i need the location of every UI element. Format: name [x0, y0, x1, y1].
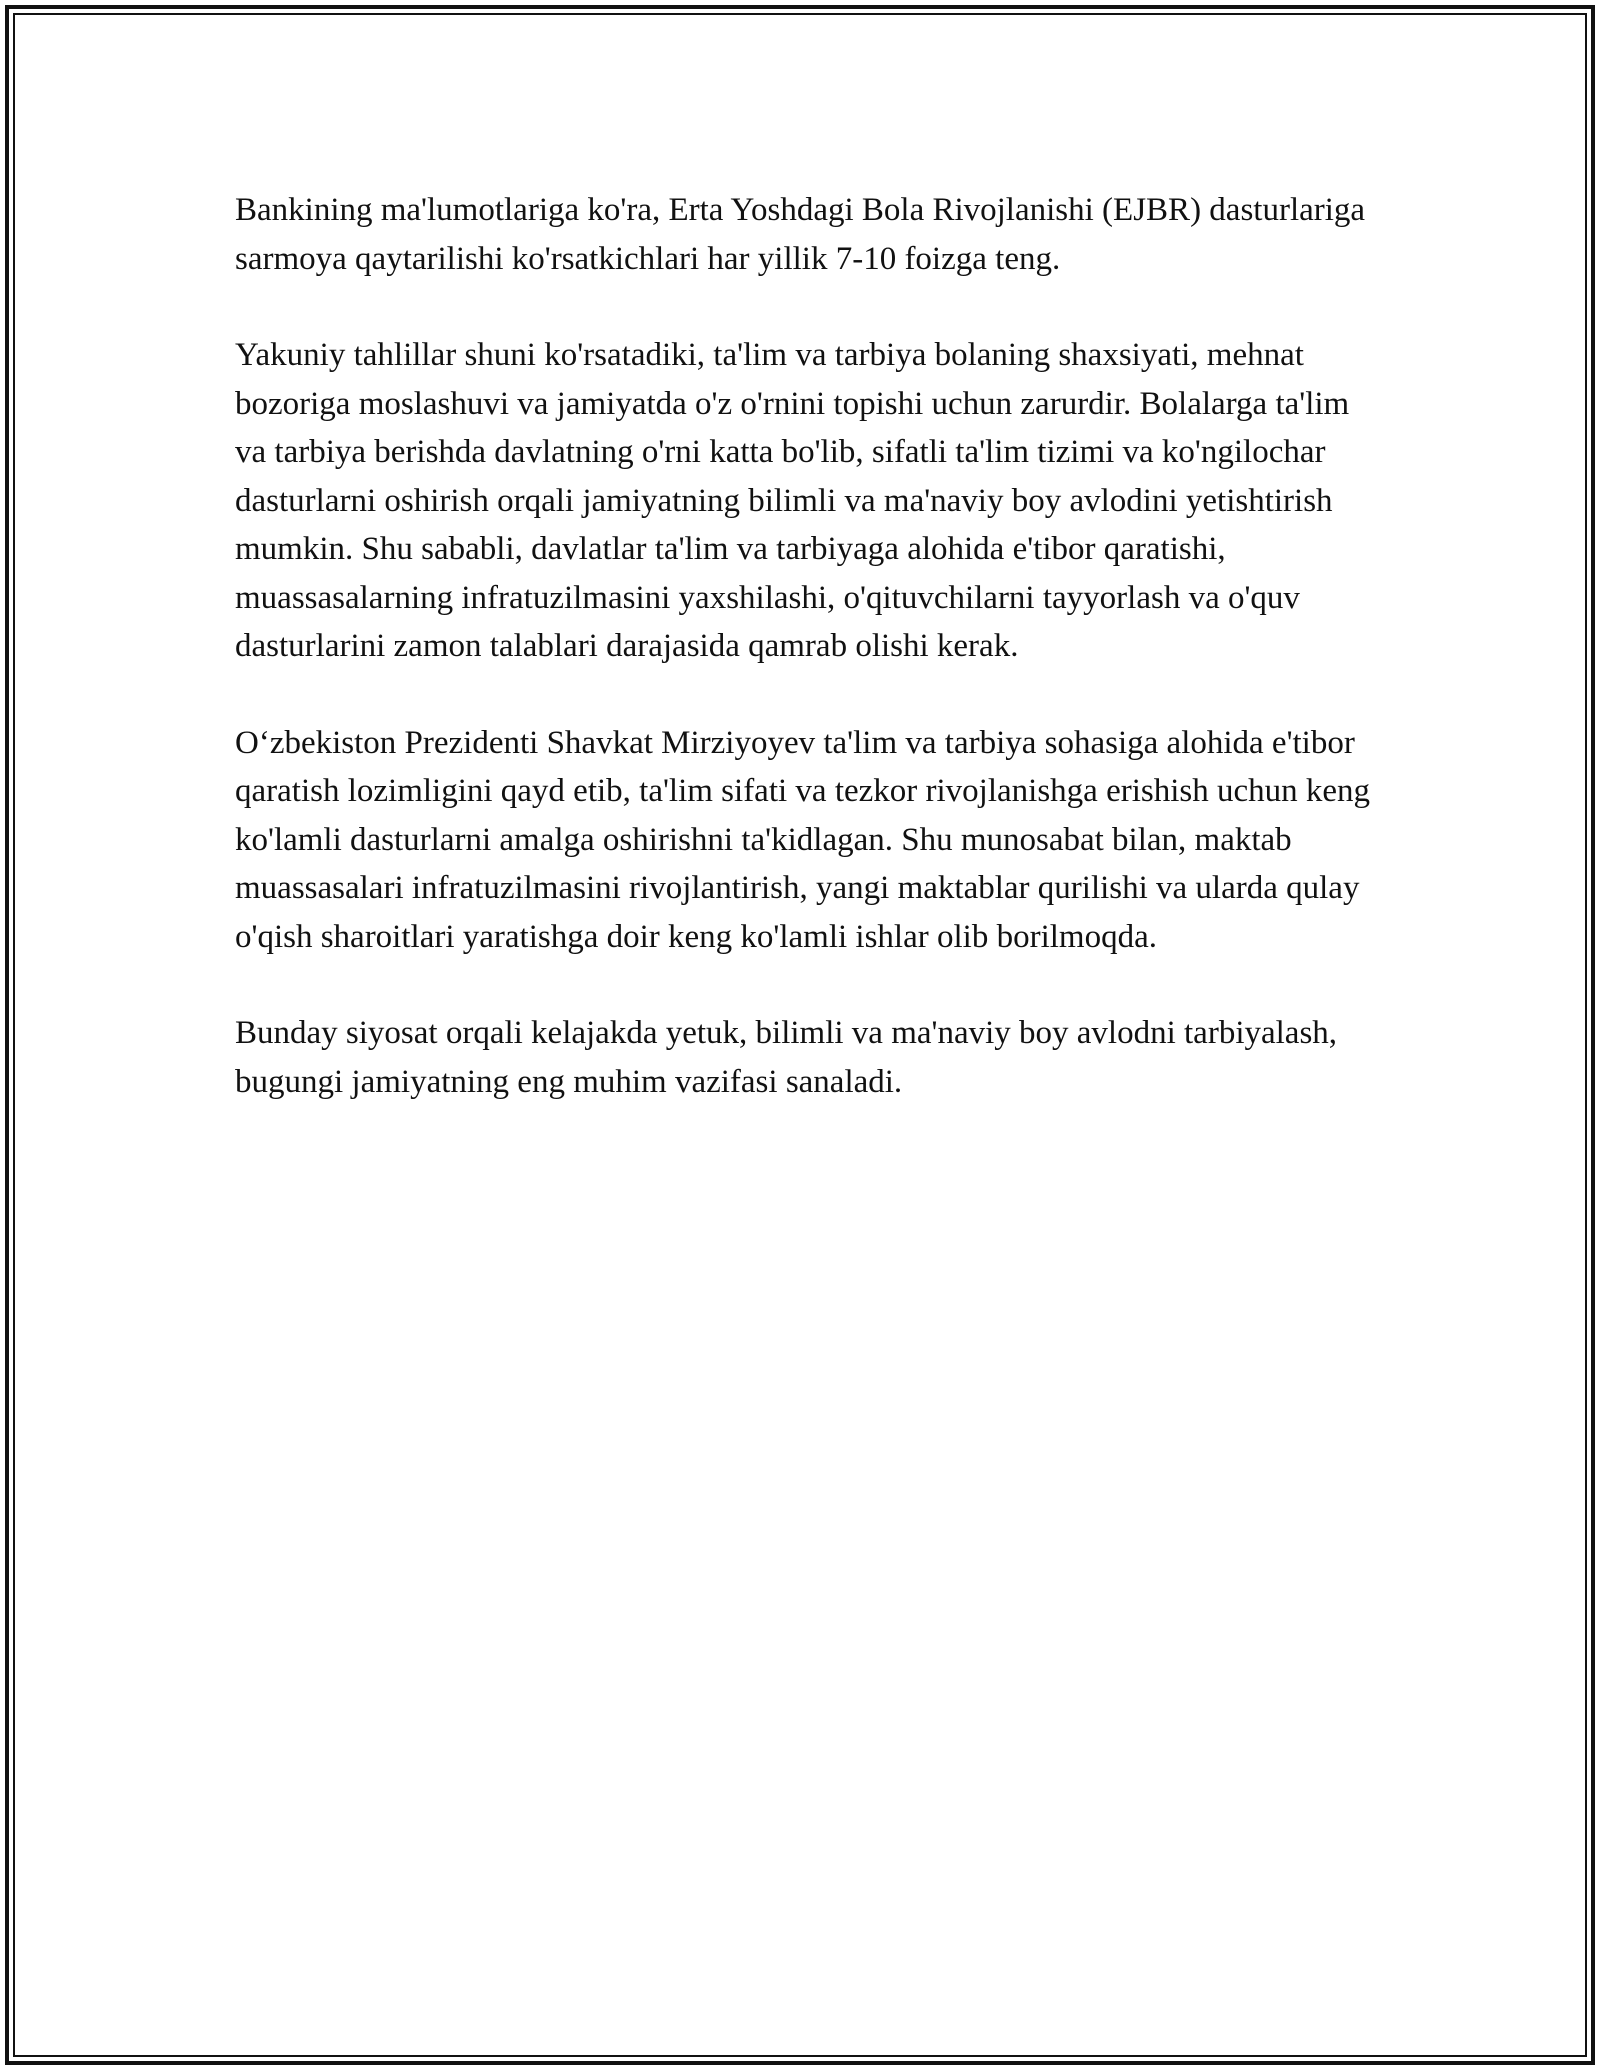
- paragraph-3: O‘zbekiston Prezidenti Shavkat Mirziyoyev ta'lim va tarbiya sohasiga alohida e'tibor qaratish lozimligini qayd etib, ta'lim sifati va tezkor rivojlanishga erishish uchun keng ko'lamli dasturlarni amalga oshirishni ta'kidlagan. Shu munosabat bilan, maktab muassasalari infratuzilmasini rivojlantirish, yangi maktablar qurilishi va ularda qulay o'qish sharoitlari yaratishga doir keng ko'lamli ishlar olib borilmoqda.: [235, 724, 1371, 955]
- paragraph-4: Bunday siyosat orqali kelajakda yetuk, bilimli va ma'naviy boy avlodni tarbiyalash, bugungi jamiyatning eng muhim vazifasi sanaladi.: [235, 1015, 1338, 1100]
- document-body: [235, 186, 1385, 1154]
- paragraph-1: Bankining ma'lumotlariga ko'ra, Erta Yoshdagi Bola Rivojlanishi (EJBR) dasturlariga sarmoya qaytarilishi ko'rsatkichlari har yillik 7-10 foizga teng.: [235, 192, 1366, 277]
- paragraph-2: Yakuniy tahlillar shuni ko'rsatadiki, ta'lim va tarbiya bolaning shaxsiyati, mehnat bozoriga moslashuvi va jamiyatda o'z o'rnini topishi uchun zarurdir. Bolalarga ta'lim va tarbiya berishda davlatning o'rni katta bo'lib, sifatli ta'lim tizimi va ko'ngilochar dasturlarni oshirish orqali jamiyatning bilimli va ma'naviy boy avlodini yetishtirish mumkin. Shu sababli, davlatlar ta'lim va tarbiyaga alohida e'tibor qaratishi, muassasalarning infratuzilmasini yaxshilashi, o'qituvchilarni tayyorlash va o'quv dasturlarini zamon talablari darajasida qamrab olishi kerak.: [235, 337, 1350, 664]
